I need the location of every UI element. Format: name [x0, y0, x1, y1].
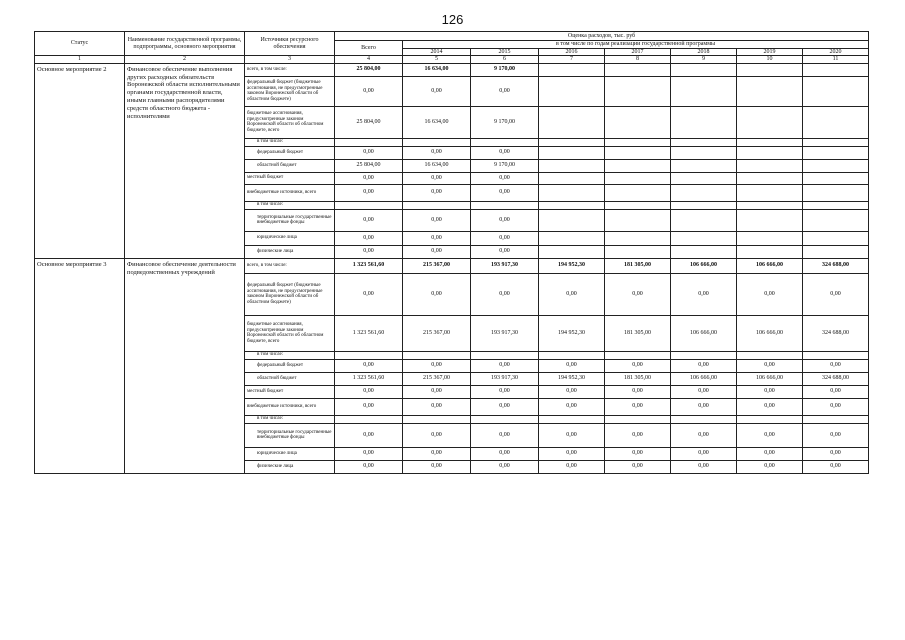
row-value: 0,00	[539, 385, 605, 398]
row-source: в том числе:	[245, 415, 335, 423]
column-number: 5	[403, 56, 471, 64]
row-value	[803, 415, 869, 423]
row-value: 0,00	[403, 385, 471, 398]
row-value: 193 917,30	[471, 315, 539, 351]
row-value: 106 666,00	[671, 258, 737, 273]
column-number: 6	[471, 56, 539, 64]
row-value: 0,00	[737, 423, 803, 447]
row-value: 16 634,00	[403, 159, 471, 172]
row-value: 0,00	[403, 359, 471, 372]
row-value: 0,00	[605, 359, 671, 372]
row-value	[737, 209, 803, 231]
row-value	[803, 76, 869, 106]
row-value: 9 170,00	[471, 63, 539, 76]
row-value: 0,00	[671, 423, 737, 447]
header-sources: Источники ресурсного обеспечения	[245, 32, 335, 56]
header-program: Наименование государственной программы, подпрограммы, основного мероприятия	[125, 32, 245, 56]
row-value: 0,00	[471, 273, 539, 315]
row-value: 0,00	[539, 398, 605, 415]
row-value	[803, 146, 869, 159]
row-value: 0,00	[471, 245, 539, 258]
row-value: 25 804,00	[335, 159, 403, 172]
row-value	[539, 231, 605, 245]
row-value: 25 804,00	[335, 106, 403, 138]
row-source: всего, в том числе:	[245, 63, 335, 76]
row-source: физические лица	[245, 245, 335, 258]
row-program: Финансовое обеспечение выполнения других расходных обязательств Воронежской области исполнительными органами государственной власти, иными главными распорядителями средств областного бюджета - исполнителями	[125, 63, 245, 258]
row-value: 0,00	[403, 209, 471, 231]
row-value	[671, 231, 737, 245]
row-value	[539, 184, 605, 201]
row-source: федеральный бюджет (бюджетные ассигнования, не предусмотренные законом Воронежской области об областном бюджете)	[245, 273, 335, 315]
row-value	[605, 245, 671, 258]
row-value: 0,00	[471, 398, 539, 415]
row-value: 0,00	[471, 423, 539, 447]
row-value	[539, 159, 605, 172]
row-value: 0,00	[471, 460, 539, 473]
row-value: 0,00	[403, 231, 471, 245]
row-value	[403, 201, 471, 209]
row-source: бюджетные ассигнования, предусмотренные законом Воронежской области об областном бюджете, всего	[245, 106, 335, 138]
row-value: 9 170,00	[471, 106, 539, 138]
row-value	[335, 201, 403, 209]
row-value: 0,00	[403, 245, 471, 258]
row-value: 181 305,00	[605, 372, 671, 385]
column-number: 11	[803, 56, 869, 64]
row-value	[671, 245, 737, 258]
row-value: 0,00	[471, 231, 539, 245]
row-value	[403, 415, 471, 423]
row-value: 324 688,00	[803, 315, 869, 351]
row-value: 0,00	[737, 385, 803, 398]
row-value: 193 917,30	[471, 372, 539, 385]
row-value: 194 952,30	[539, 372, 605, 385]
row-value: 193 917,30	[471, 258, 539, 273]
column-number: 1	[35, 56, 125, 64]
row-value: 16 634,00	[403, 106, 471, 138]
row-value	[803, 106, 869, 138]
row-value: 0,00	[471, 184, 539, 201]
row-value: 0,00	[803, 447, 869, 460]
row-source: внебюджетные источники, всего	[245, 398, 335, 415]
row-value	[605, 63, 671, 76]
row-value: 0,00	[671, 359, 737, 372]
row-value	[803, 159, 869, 172]
row-source: федеральный бюджет	[245, 146, 335, 159]
row-value	[671, 415, 737, 423]
row-value: 0,00	[403, 146, 471, 159]
row-value	[671, 76, 737, 106]
row-value	[539, 146, 605, 159]
row-value: 0,00	[737, 460, 803, 473]
row-source: территориальные государственные внебюджетные фонды	[245, 423, 335, 447]
row-value: 0,00	[737, 398, 803, 415]
row-value: 106 666,00	[737, 372, 803, 385]
row-value: 0,00	[471, 146, 539, 159]
row-value: 324 688,00	[803, 372, 869, 385]
header-total: Всего	[335, 41, 403, 56]
row-value: 0,00	[803, 423, 869, 447]
row-source: местный бюджет	[245, 172, 335, 184]
header-year: 2020	[803, 48, 869, 56]
row-value	[803, 172, 869, 184]
row-value	[737, 63, 803, 76]
row-value	[671, 201, 737, 209]
row-value	[605, 146, 671, 159]
row-value: 0,00	[737, 359, 803, 372]
row-value: 0,00	[335, 245, 403, 258]
row-value: 0,00	[335, 76, 403, 106]
row-source: областной бюджет	[245, 372, 335, 385]
column-number: 9	[671, 56, 737, 64]
row-value: 0,00	[471, 209, 539, 231]
row-value: 106 666,00	[671, 315, 737, 351]
row-value	[539, 351, 605, 359]
row-value: 0,00	[803, 398, 869, 415]
page-number: 126	[441, 12, 464, 27]
row-value	[539, 106, 605, 138]
row-value: 0,00	[539, 423, 605, 447]
row-value: 0,00	[803, 385, 869, 398]
row-value	[605, 106, 671, 138]
row-value	[605, 76, 671, 106]
row-status: Основное мероприятие 3	[35, 258, 125, 473]
row-value	[671, 146, 737, 159]
row-value	[671, 138, 737, 146]
row-value	[803, 184, 869, 201]
row-value: 194 952,30	[539, 315, 605, 351]
row-value	[803, 138, 869, 146]
row-value	[605, 351, 671, 359]
column-number: 2	[125, 56, 245, 64]
row-value	[539, 209, 605, 231]
row-value	[803, 245, 869, 258]
row-value: 106 666,00	[737, 258, 803, 273]
row-value	[671, 172, 737, 184]
row-value: 0,00	[335, 423, 403, 447]
row-source: физические лица	[245, 460, 335, 473]
header-by-years: в том числе по годам реализации государственной программы	[403, 41, 869, 49]
row-value: 0,00	[605, 447, 671, 460]
column-number: 8	[605, 56, 671, 64]
column-number: 4	[335, 56, 403, 64]
row-value	[737, 231, 803, 245]
row-source: местный бюджет	[245, 385, 335, 398]
row-value: 0,00	[605, 460, 671, 473]
column-number: 10	[737, 56, 803, 64]
row-value	[471, 138, 539, 146]
row-value	[737, 184, 803, 201]
row-source: всего, в том числе:	[245, 258, 335, 273]
row-value: 0,00	[539, 447, 605, 460]
row-value	[605, 231, 671, 245]
row-value	[671, 159, 737, 172]
row-value	[737, 146, 803, 159]
row-value	[605, 415, 671, 423]
row-value: 0,00	[335, 359, 403, 372]
row-value: 0,00	[335, 231, 403, 245]
row-value	[403, 351, 471, 359]
row-value	[605, 138, 671, 146]
row-value: 0,00	[403, 447, 471, 460]
row-value	[671, 209, 737, 231]
row-value: 0,00	[671, 385, 737, 398]
row-value	[803, 231, 869, 245]
row-source: бюджетные ассигнования, предусмотренные законом Воронежской области об областном бюджете, всего	[245, 315, 335, 351]
row-value: 0,00	[539, 273, 605, 315]
row-value	[803, 201, 869, 209]
row-value	[671, 351, 737, 359]
row-value: 0,00	[335, 172, 403, 184]
row-source: федеральный бюджет (бюджетные ассигнования, не предусмотренные законом Воронежской области об областном бюджете)	[245, 76, 335, 106]
row-value	[471, 351, 539, 359]
column-number: 7	[539, 56, 605, 64]
row-value	[605, 172, 671, 184]
row-source: юридические лица	[245, 231, 335, 245]
row-value	[737, 76, 803, 106]
row-value	[803, 209, 869, 231]
row-program: Финансовое обеспечение деятельности подведомственных учреждений	[125, 258, 245, 473]
row-value	[605, 209, 671, 231]
row-value	[403, 138, 471, 146]
row-value	[737, 201, 803, 209]
row-value: 0,00	[539, 359, 605, 372]
row-value: 0,00	[471, 447, 539, 460]
row-value: 0,00	[671, 398, 737, 415]
header-year: 2018	[671, 48, 737, 56]
row-value: 0,00	[471, 385, 539, 398]
row-source: внебюджетные источники, всего	[245, 184, 335, 201]
row-value: 9 170,00	[471, 159, 539, 172]
row-value: 0,00	[403, 184, 471, 201]
row-status: Основное мероприятие 2	[35, 63, 125, 258]
row-value: 0,00	[403, 172, 471, 184]
row-value: 0,00	[335, 273, 403, 315]
row-value	[605, 184, 671, 201]
row-value	[539, 138, 605, 146]
row-value	[539, 201, 605, 209]
header-year: 2016	[539, 48, 605, 56]
header-status: Статус	[35, 32, 125, 56]
row-value	[737, 245, 803, 258]
row-source: в том числе:	[245, 201, 335, 209]
row-source: в том числе:	[245, 351, 335, 359]
row-value: 1 323 561,60	[335, 372, 403, 385]
row-value: 0,00	[335, 146, 403, 159]
header-year: 2017	[605, 48, 671, 56]
row-source: в том числе:	[245, 138, 335, 146]
row-value	[737, 415, 803, 423]
row-value: 0,00	[671, 447, 737, 460]
row-value	[671, 63, 737, 76]
row-value	[803, 63, 869, 76]
row-value: 215 367,00	[403, 258, 471, 273]
header-year: 2015	[471, 48, 539, 56]
row-value: 0,00	[671, 460, 737, 473]
header-year: 2014	[403, 48, 471, 56]
header-estimate: Оценка расходов, тыс. руб	[335, 32, 869, 41]
row-value	[335, 138, 403, 146]
table-row	[35, 258, 869, 273]
row-value: 194 952,30	[539, 258, 605, 273]
row-value: 0,00	[403, 273, 471, 315]
row-value: 0,00	[335, 460, 403, 473]
row-value	[471, 415, 539, 423]
row-value: 0,00	[335, 447, 403, 460]
row-value: 181 305,00	[605, 315, 671, 351]
row-value: 0,00	[737, 447, 803, 460]
row-value: 181 305,00	[605, 258, 671, 273]
row-value: 0,00	[403, 460, 471, 473]
row-value	[737, 106, 803, 138]
row-value	[671, 106, 737, 138]
row-value	[335, 351, 403, 359]
row-value	[605, 159, 671, 172]
row-value	[539, 63, 605, 76]
row-value	[737, 159, 803, 172]
row-value: 0,00	[605, 273, 671, 315]
row-value: 1 323 561,60	[335, 315, 403, 351]
row-source: областной бюджет	[245, 159, 335, 172]
row-source: юридические лица	[245, 447, 335, 460]
row-source: федеральный бюджет	[245, 359, 335, 372]
row-value	[737, 172, 803, 184]
row-value	[539, 172, 605, 184]
row-value: 0,00	[471, 359, 539, 372]
row-value: 0,00	[471, 76, 539, 106]
row-value: 0,00	[803, 359, 869, 372]
row-value: 0,00	[803, 460, 869, 473]
row-value: 106 666,00	[671, 372, 737, 385]
row-value: 0,00	[403, 76, 471, 106]
row-value: 0,00	[605, 423, 671, 447]
row-value: 0,00	[403, 423, 471, 447]
row-value	[737, 138, 803, 146]
row-value	[539, 415, 605, 423]
row-value	[471, 201, 539, 209]
row-source: территориальные государственные внебюджетные фонды	[245, 209, 335, 231]
row-value: 0,00	[335, 209, 403, 231]
row-value: 16 634,00	[403, 63, 471, 76]
row-value: 106 666,00	[737, 315, 803, 351]
row-value: 0,00	[671, 273, 737, 315]
row-value	[539, 245, 605, 258]
row-value	[605, 201, 671, 209]
row-value: 0,00	[335, 398, 403, 415]
row-value: 0,00	[471, 172, 539, 184]
row-value: 0,00	[605, 385, 671, 398]
row-value: 0,00	[335, 184, 403, 201]
row-value: 0,00	[605, 398, 671, 415]
header-year: 2019	[737, 48, 803, 56]
table-row	[35, 63, 869, 76]
row-value: 0,00	[803, 273, 869, 315]
row-value: 0,00	[335, 385, 403, 398]
column-number: 3	[245, 56, 335, 64]
row-value: 25 804,00	[335, 63, 403, 76]
row-value: 0,00	[403, 398, 471, 415]
row-value	[539, 76, 605, 106]
row-value: 0,00	[539, 460, 605, 473]
row-value	[737, 351, 803, 359]
row-value: 324 688,00	[803, 258, 869, 273]
row-value	[671, 184, 737, 201]
row-value	[803, 351, 869, 359]
row-value	[335, 415, 403, 423]
row-value: 215 367,00	[403, 315, 471, 351]
budget-table	[34, 31, 869, 474]
row-value: 0,00	[737, 273, 803, 315]
row-value: 1 323 561,60	[335, 258, 403, 273]
row-value: 215 367,00	[403, 372, 471, 385]
